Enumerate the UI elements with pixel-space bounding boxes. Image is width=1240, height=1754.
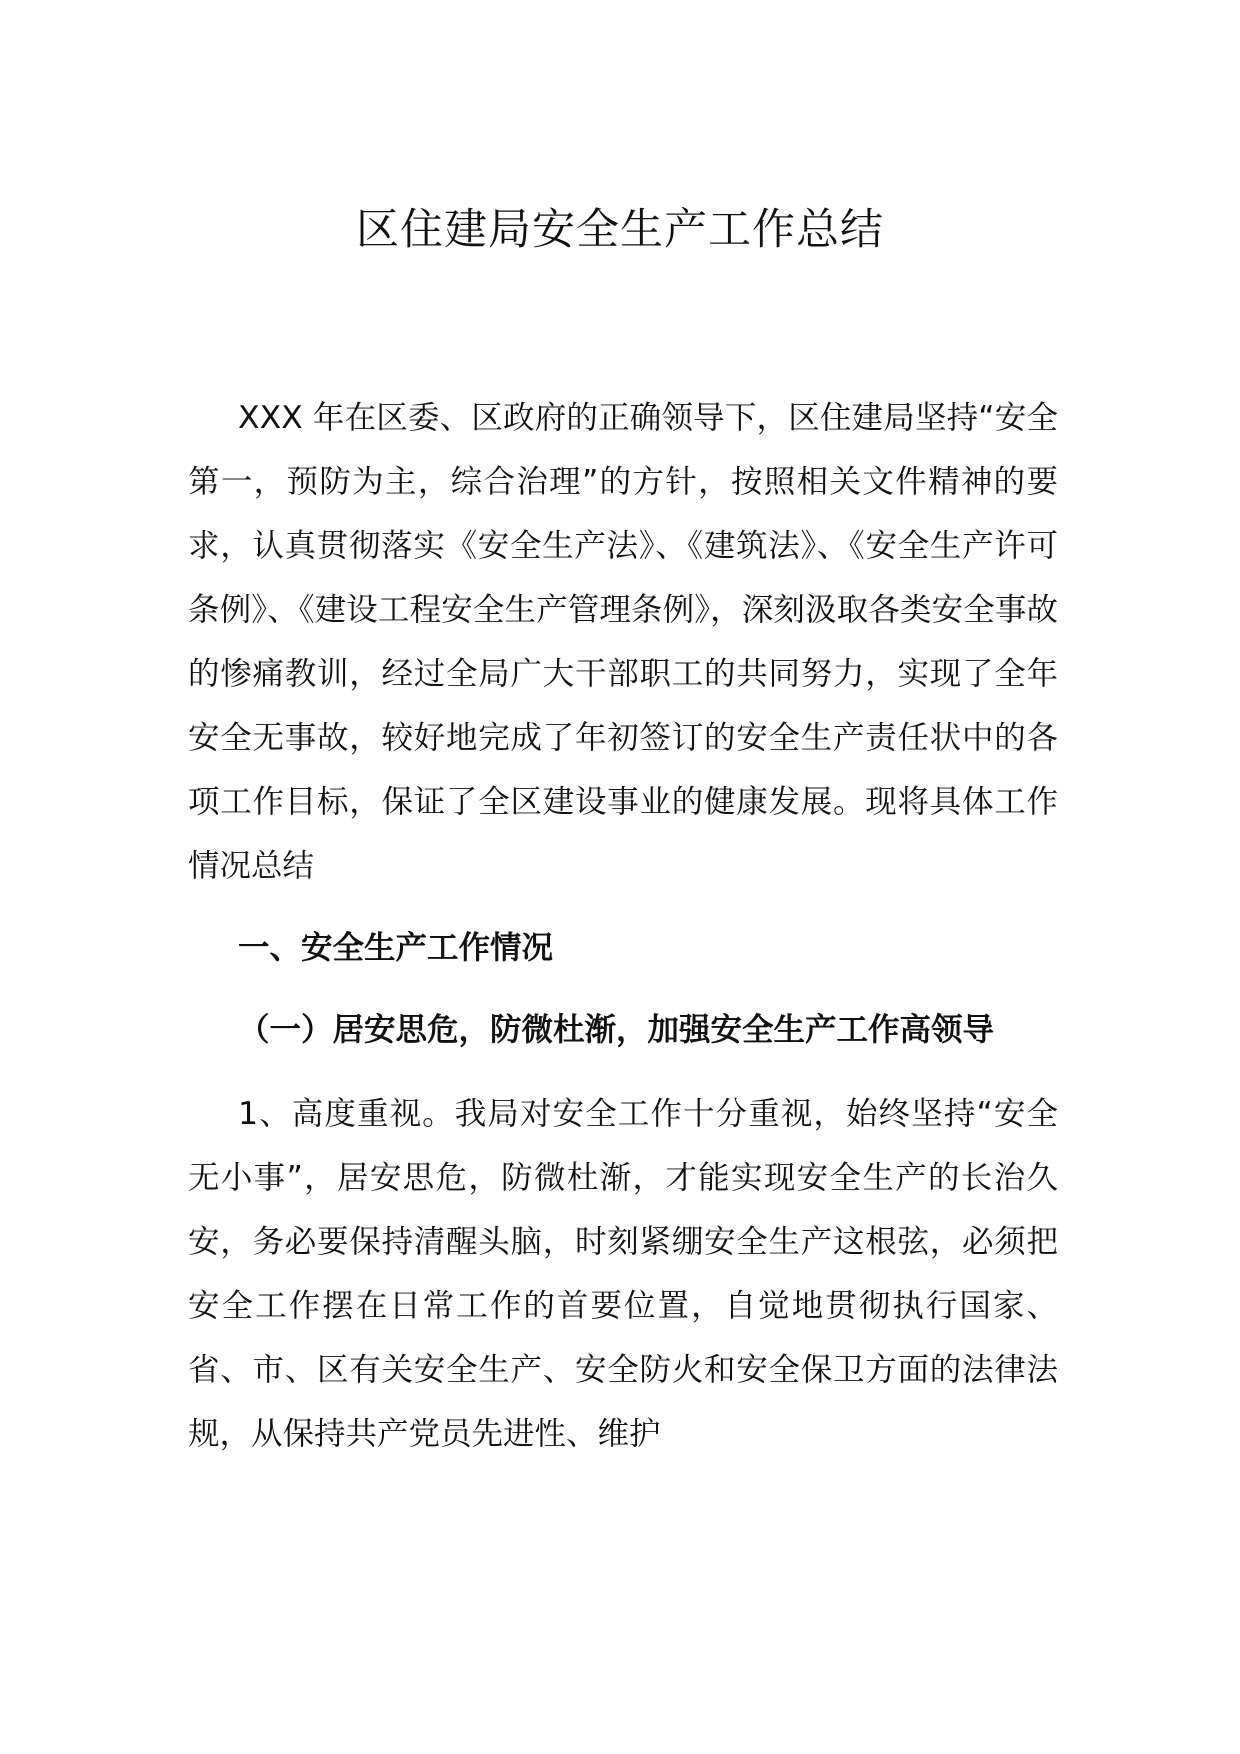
point-1-paragraph: 1、高度重视。我局对安全工作十分重视，始终坚持“安全无小事”，居安思危，防微杜渐，才能实现安全生产的长治久安，务必要保持清醒头脑，时刻紧绷安全生产这根弦，必须把安全工作摆在日常工作的首要位置，自觉地贯彻执行国家、省、市、区有关安全生产、安全防火和安全保卫方面的法律法规，从保持共产党员先进性、维护 (188, 1096, 1058, 1452)
section-heading: 一、安全生产工作情况 (238, 930, 554, 966)
subsection-heading: （一）居安思危，防微杜渐，加强安全生产工作高领导 (238, 1012, 995, 1048)
intro-paragraph: XXX 年在区委、区政府的正确领导下，区住建局坚持“安全第一，预防为主，综合治理”的方针，按照相关文件精神的要求，认真贯彻落实《安全生产法》、《建筑法》、《安全生产许可条例》、《建设工程安全生产管理条例》，深刻汲取各类安全事故的惨痛教训，经过全局广大干部职工的共同努力，实现了全年安全无事故，较好地完成了年初签订的安全生产责任状中的各项工作目标，保证了全区建设事业的健康发展。现将具体工作情况总结 (188, 400, 1058, 884)
document-title: 区住建局安全生产工作总结 (356, 205, 884, 255)
